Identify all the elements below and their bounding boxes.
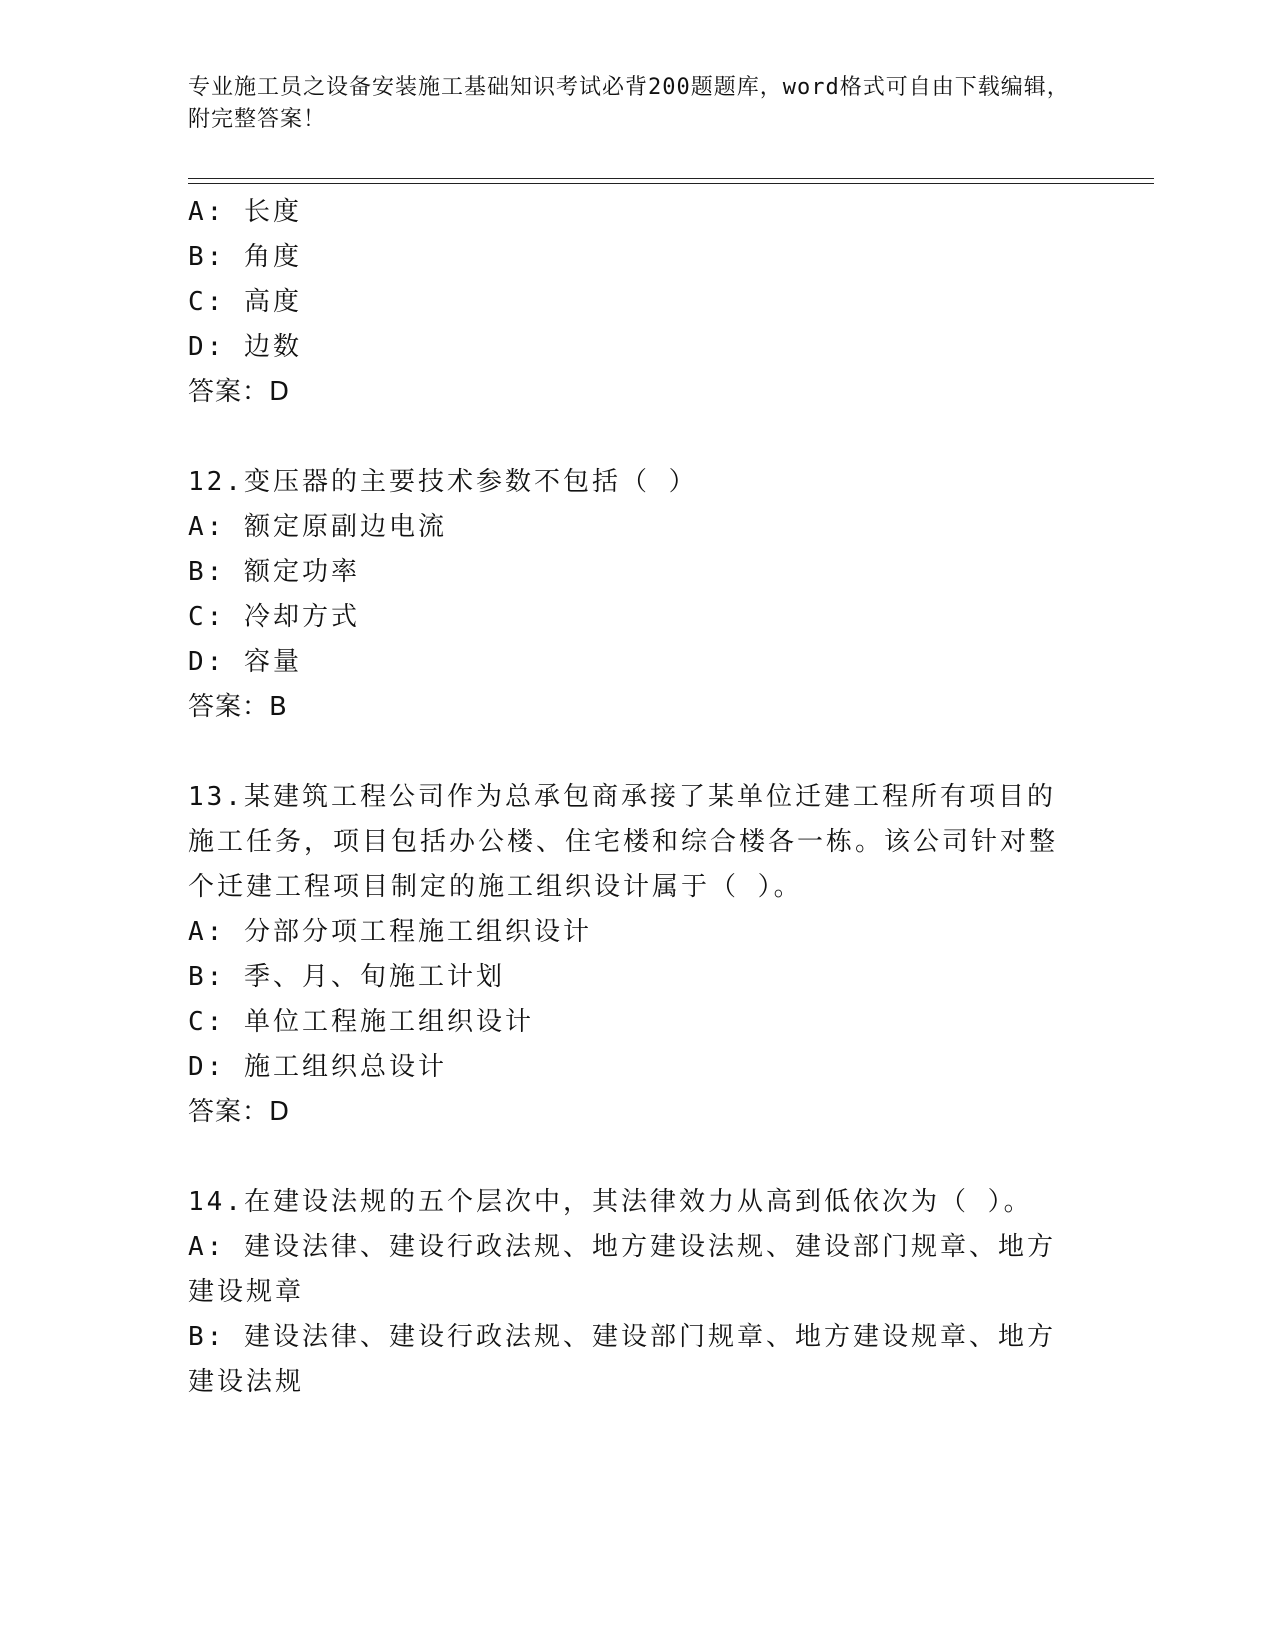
answer: 答案：B [188,692,288,722]
option-d: D: 施工组织总设计 [188,1052,447,1082]
option-b: B: 角度 [188,242,302,272]
option-a: A: 建设法律、建设行政法规、地方建设法规、建设部门规章、地方建设规章 [188,1232,1056,1307]
question-block-12 [188,460,1078,730]
question-content [188,190,1078,1405]
option-b: B: 季、月、旬施工计划 [188,962,505,992]
question-block-14 [188,1180,1078,1405]
option-a: A: 分部分项工程施工组织设计 [188,917,592,947]
question-text: 12.变压器的主要技术参数不包括（ ） [188,467,698,497]
header-divider-top [188,178,1154,179]
header-divider-bottom [188,183,1154,184]
option-c: C: 单位工程施工组织设计 [188,1007,534,1037]
option-d: D: 容量 [188,647,302,677]
option-d: D: 边数 [188,332,302,362]
option-c: C: 高度 [188,287,302,317]
question-block-13 [188,775,1078,1135]
question-text: 14.在建设法规的五个层次中，其法律效力从高到低依次为（ ）。 [188,1187,1033,1217]
question-block-11 [188,190,1078,415]
question-text: 13.某建筑工程公司作为总承包商承接了某单位迁建工程所有项目的施工任务，项目包括办公楼、住宅楼和综合楼各一栋。该公司针对整个迁建工程项目制定的施工组织设计属于（ ）。 [188,782,1059,902]
document-header: 专业施工员之设备安装施工基础知识考试必背200题题库，word格式可自由下载编辑，附完整答案！ [188,75,1070,132]
option-a: A: 额定原副边电流 [188,512,447,542]
option-c: C: 冷却方式 [188,602,360,632]
option-b: B: 建设法律、建设行政法规、建设部门规章、地方建设规章、地方建设法规 [188,1322,1056,1397]
option-a: A: 长度 [188,197,302,227]
answer: 答案：D [188,1097,291,1127]
answer: 答案：D [188,377,291,407]
option-b: B: 额定功率 [188,557,360,587]
